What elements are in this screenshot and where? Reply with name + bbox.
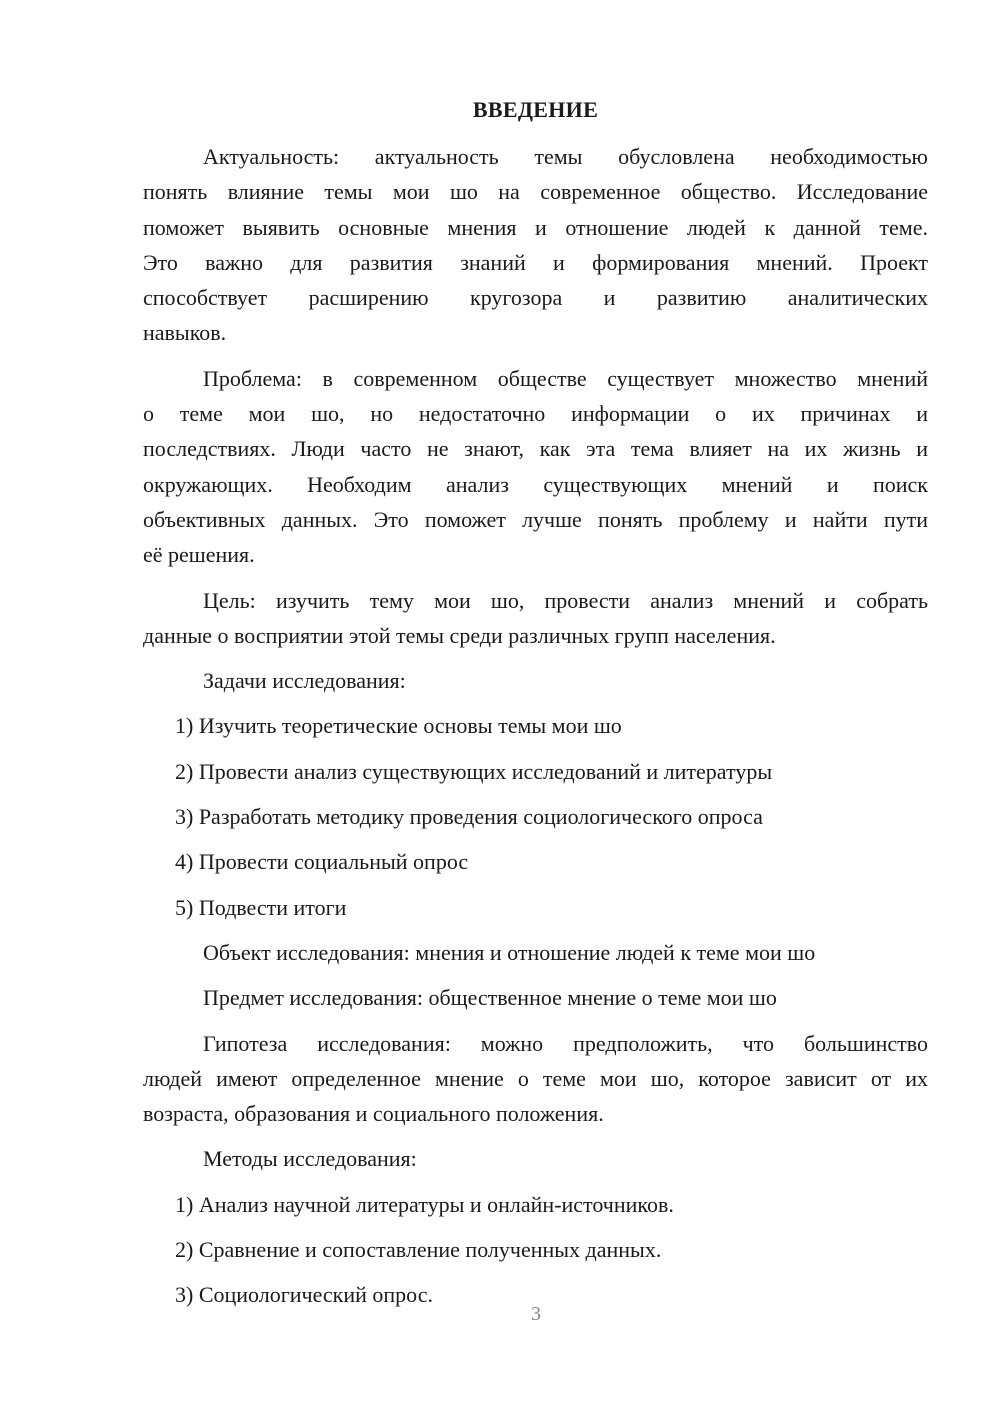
research-object: Объект исследования: мнения и отношение людей к теме мои шо	[203, 939, 816, 965]
intro-paragraphs	[143, 139, 928, 653]
text-line: окружающих. Необходим анализ существующих мнений и поиск	[143, 471, 928, 497]
text-line: поможет выявить основные мнения и отношение людей к данной теме.	[143, 214, 928, 240]
tasks-heading: Задачи исследования:	[203, 668, 406, 694]
text-line: способствует расширению кругозора и развитию аналитических	[143, 285, 928, 311]
paragraph	[143, 139, 928, 351]
text-line: понять влияние темы мои шо на современное общество. Исследование	[143, 179, 928, 205]
text-line: объективных данных. Это поможет лучше понять проблему и найти пути	[143, 506, 928, 532]
list-item: 3) Социологический опрос.	[175, 1282, 433, 1308]
list-item: 5) Подвести итоги	[175, 894, 347, 920]
methods-list	[143, 1187, 928, 1313]
text-line: её решения.	[143, 542, 255, 568]
list-item: 3) Разработать методику проведения социологического опроса	[175, 804, 763, 830]
list-item: 2) Провести анализ существующих исследований и литературы	[175, 758, 773, 784]
text-line: Проблема: в современном обществе существует множество мнений	[203, 365, 928, 391]
paragraph	[143, 583, 928, 654]
text-line: о теме мои шо, но недостаточно информации о их причинах и	[143, 401, 928, 427]
text-line: Это важно для развития знаний и формирования мнений. Проект	[143, 249, 928, 275]
text-line: Цель: изучить тему мои шо, провести анализ мнений и собрать	[203, 587, 928, 613]
text-line: людей имеют определенное мнение о теме мои шо, которое зависит от их	[143, 1065, 928, 1091]
text-line: последствиях. Люди часто не знают, как эта тема влияет на их жизнь и	[143, 436, 928, 462]
text-line: Гипотеза исследования: можно предположить, что большинство	[203, 1030, 928, 1056]
methods-heading: Методы исследования:	[203, 1146, 417, 1172]
tasks-list	[143, 708, 928, 924]
section-title: ВВЕДЕНИЕ	[472, 97, 599, 122]
page-number: 3	[531, 1303, 541, 1325]
document-page	[143, 92, 928, 1323]
list-item: 1) Изучить теоретические основы темы мои шо	[175, 713, 622, 739]
hypothesis-paragraph	[143, 1026, 928, 1132]
list-item: 2) Сравнение и сопоставление полученных данных.	[175, 1237, 662, 1263]
list-item: 4) Провести социальный опрос	[175, 849, 469, 875]
text-line: навыков.	[143, 320, 227, 346]
list-item: 1) Анализ научной литературы и онлайн-источников.	[175, 1191, 674, 1217]
text-line: возраста, образования и социального положения.	[143, 1101, 604, 1127]
paragraph	[143, 361, 928, 573]
text-line: Актуальность: актуальность темы обусловлена необходимостью	[203, 144, 928, 169]
research-subject: Предмет исследования: общественное мнение о теме мои шо	[203, 985, 777, 1011]
text-line: данные о восприятии этой темы среди различных групп населения.	[143, 622, 776, 648]
